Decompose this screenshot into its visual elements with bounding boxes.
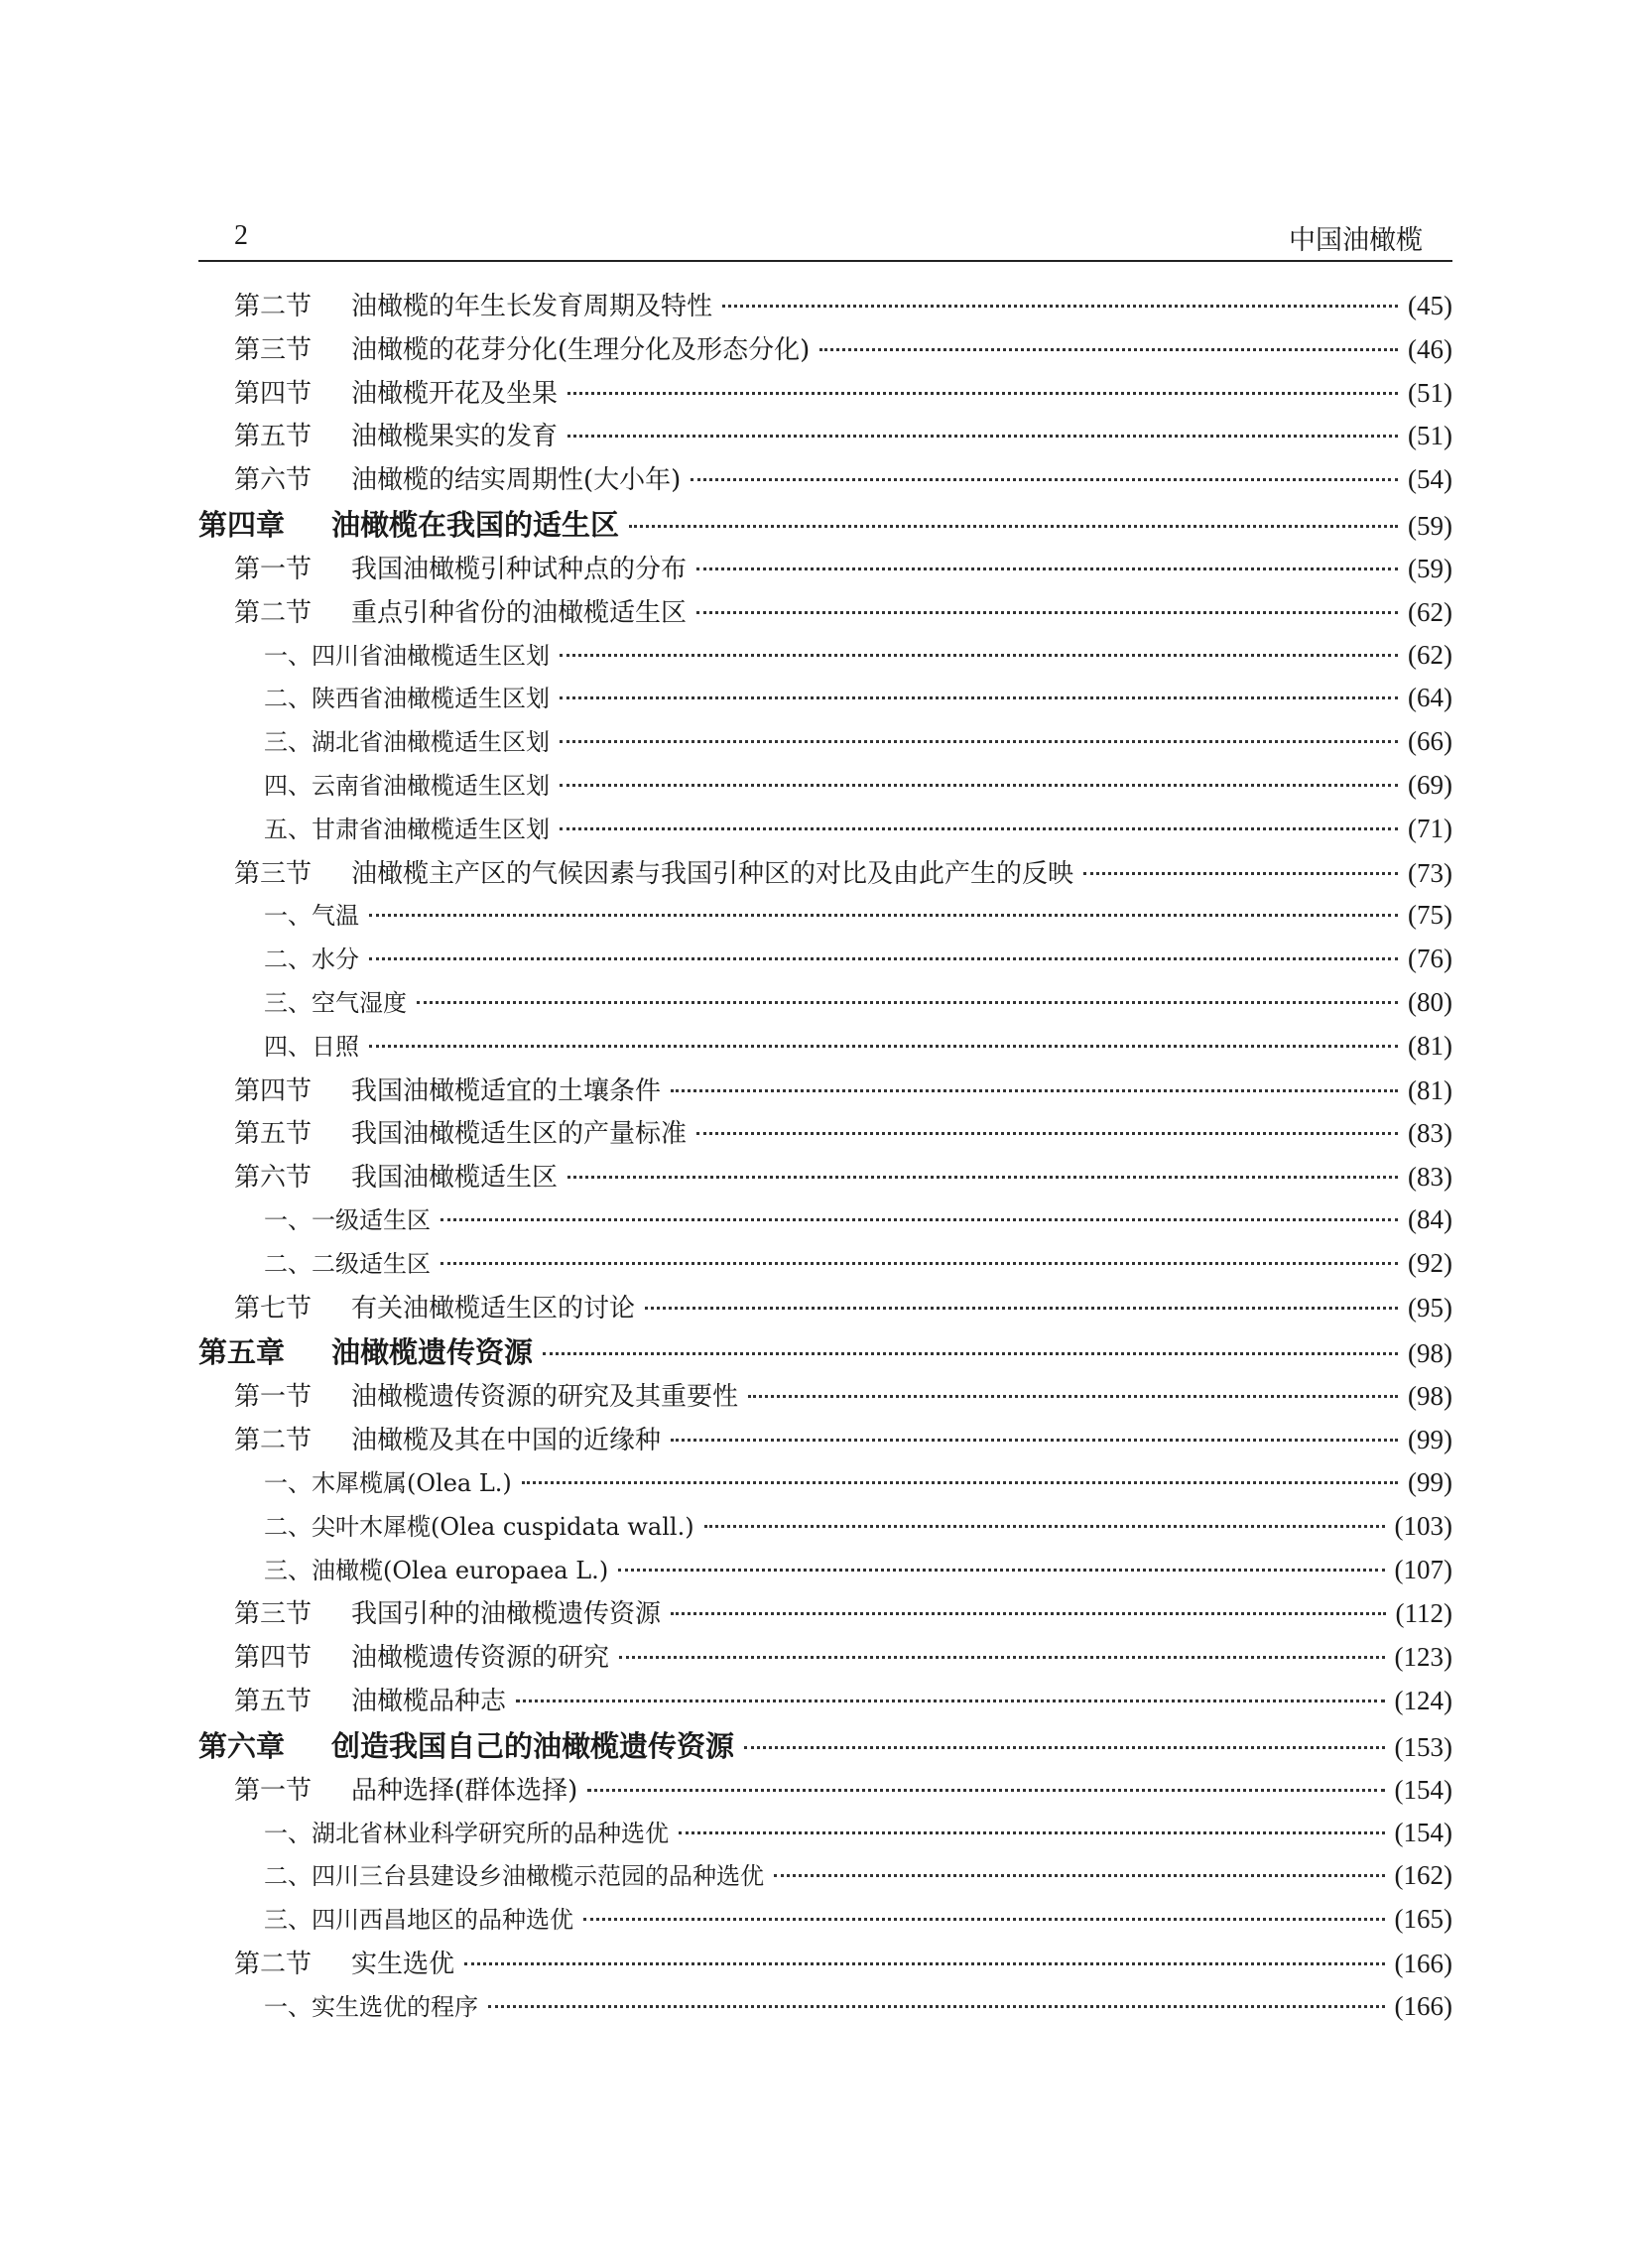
dot-leader bbox=[567, 1176, 1398, 1179]
dot-leader bbox=[1083, 872, 1398, 875]
entry-title: 我国油橄榄适宜的土壤条件 bbox=[351, 1075, 662, 1106]
entry-title: 品种选择(群体选择) bbox=[351, 1775, 578, 1806]
dot-leader bbox=[369, 914, 1398, 917]
entry-title: 油橄榄及其在中国的近缘种 bbox=[351, 1426, 662, 1456]
dot-leader bbox=[522, 1481, 1398, 1484]
section-label: 第二节 bbox=[234, 1426, 313, 1456]
page-reference: (154) bbox=[1394, 1817, 1452, 1847]
toc-entry-section bbox=[198, 1288, 1452, 1331]
page-reference: (162) bbox=[1394, 1860, 1452, 1891]
toc-entry-section bbox=[198, 1376, 1452, 1420]
chapter-label: 第四章 bbox=[198, 507, 286, 542]
toc-entry-section bbox=[198, 1681, 1452, 1724]
section-label: 第四节 bbox=[234, 1075, 313, 1106]
page-number: 2 bbox=[234, 220, 248, 251]
section-label: 第五节 bbox=[234, 1686, 313, 1716]
toc-entry-sub bbox=[198, 1027, 1452, 1071]
dot-leader bbox=[696, 611, 1398, 614]
section-label: 第三节 bbox=[234, 334, 313, 365]
toc-entry-section bbox=[198, 1770, 1452, 1814]
toc-entry-section bbox=[198, 286, 1452, 329]
page-reference: (80) bbox=[1408, 986, 1452, 1017]
toc-entry-section bbox=[198, 853, 1452, 897]
entry-title: 三、四川西昌地区的品种选优 bbox=[264, 1906, 573, 1935]
toc-entry-sub bbox=[198, 896, 1452, 940]
dot-leader bbox=[619, 1656, 1385, 1659]
dot-leader bbox=[618, 1569, 1384, 1572]
dot-leader bbox=[567, 435, 1398, 438]
page-reference: (153) bbox=[1394, 1731, 1452, 1762]
entry-title: 油橄榄开花及坐果 bbox=[351, 378, 559, 409]
page-reference: (123) bbox=[1394, 1642, 1452, 1673]
toc-entry-sub bbox=[198, 1463, 1452, 1507]
entry-title: 一、四川省油橄榄适生区划 bbox=[264, 641, 550, 670]
entry-title: 三、油橄榄(Olea europaea L.) bbox=[264, 1556, 609, 1584]
toc-entry-chapter bbox=[198, 503, 1452, 549]
entry-title: 油橄榄品种志 bbox=[351, 1686, 507, 1716]
page-reference: (103) bbox=[1394, 1510, 1452, 1541]
dot-leader bbox=[417, 1001, 1398, 1004]
book-title: 中国油橄榄 bbox=[1289, 225, 1423, 256]
toc-entry-sub bbox=[198, 1856, 1452, 1900]
dot-leader bbox=[679, 1831, 1385, 1834]
entry-title: 四、云南省油橄榄适生区划 bbox=[264, 771, 550, 800]
dot-leader bbox=[696, 1132, 1398, 1135]
page-reference: (99) bbox=[1408, 1425, 1452, 1455]
page-reference: (59) bbox=[1408, 510, 1452, 541]
entry-title: 油橄榄遗传资源的研究及其重要性 bbox=[351, 1382, 739, 1413]
page-header bbox=[198, 212, 1452, 262]
dot-leader bbox=[645, 1307, 1398, 1310]
entry-title: 我国油橄榄适生区的产量标准 bbox=[351, 1119, 688, 1150]
dot-leader bbox=[671, 1612, 1386, 1615]
toc-entry-chapter bbox=[198, 1330, 1452, 1376]
dot-leader bbox=[440, 1218, 1398, 1221]
page-reference: (62) bbox=[1408, 639, 1452, 670]
page-reference: (76) bbox=[1408, 944, 1452, 974]
page-reference: (54) bbox=[1408, 464, 1452, 495]
section-label: 第二节 bbox=[234, 292, 313, 321]
dot-leader bbox=[516, 1700, 1385, 1702]
entry-title: 有关油橄榄适生区的讨论 bbox=[351, 1293, 636, 1323]
section-label: 第五节 bbox=[234, 1119, 313, 1150]
entry-title: 油橄榄在我国的适生区 bbox=[331, 507, 620, 542]
dot-leader bbox=[543, 1352, 1398, 1355]
section-label: 第六节 bbox=[234, 465, 313, 496]
toc-entry-sub bbox=[198, 1551, 1452, 1594]
toc-entry-chapter bbox=[198, 1724, 1452, 1770]
section-label: 第二节 bbox=[234, 597, 313, 628]
page-reference: (51) bbox=[1408, 377, 1452, 408]
toc-entry-section bbox=[198, 1944, 1452, 1987]
dot-leader bbox=[744, 1746, 1385, 1749]
toc-entry-sub bbox=[198, 722, 1452, 766]
section-label: 第五节 bbox=[234, 422, 313, 452]
page-reference: (107) bbox=[1394, 1554, 1452, 1584]
toc-entry-section bbox=[198, 329, 1452, 373]
dot-leader bbox=[464, 1962, 1385, 1965]
page-reference: (83) bbox=[1408, 1118, 1452, 1149]
dot-leader bbox=[488, 2005, 1385, 2008]
dot-leader bbox=[583, 1918, 1385, 1921]
toc-entry-section bbox=[198, 1113, 1452, 1157]
entry-title: 油橄榄的年生长发育周期及特性 bbox=[351, 292, 713, 321]
toc-entry-section bbox=[198, 1637, 1452, 1681]
toc-entry-sub bbox=[198, 679, 1452, 722]
page-reference: (165) bbox=[1394, 1904, 1452, 1935]
toc-entry-section bbox=[198, 373, 1452, 417]
entry-title: 五、甘肃省油橄榄适生区划 bbox=[264, 815, 550, 843]
toc-entry-section bbox=[198, 549, 1452, 592]
section-label: 第二节 bbox=[234, 1949, 313, 1979]
page-reference: (71) bbox=[1408, 813, 1452, 843]
section-label: 第一节 bbox=[234, 554, 313, 584]
entry-title: 二、二级适生区 bbox=[264, 1249, 431, 1278]
toc-entry-sub bbox=[198, 983, 1452, 1027]
entry-title: 一、气温 bbox=[264, 902, 359, 931]
entry-title: 我国引种的油橄榄遗传资源 bbox=[351, 1599, 662, 1630]
entry-title: 一、一级适生区 bbox=[264, 1205, 431, 1234]
page-reference: (81) bbox=[1408, 1030, 1452, 1061]
toc-entry-section bbox=[198, 592, 1452, 636]
page-reference: (124) bbox=[1394, 1685, 1452, 1715]
page-reference: (73) bbox=[1408, 857, 1452, 888]
dot-leader bbox=[560, 654, 1398, 657]
entry-title: 二、陕西省油橄榄适生区划 bbox=[264, 685, 550, 713]
page-reference: (66) bbox=[1408, 726, 1452, 757]
toc-entry-section bbox=[198, 1420, 1452, 1463]
entry-title: 油橄榄的结实周期性(大小年) bbox=[351, 465, 682, 496]
entry-title: 二、水分 bbox=[264, 945, 359, 974]
entry-title: 我国油橄榄引种试种点的分布 bbox=[351, 554, 688, 584]
entry-title: 实生选优 bbox=[351, 1949, 455, 1979]
entry-title: 四、日照 bbox=[264, 1032, 359, 1061]
section-label: 第七节 bbox=[234, 1293, 313, 1323]
entry-title: 油橄榄遗传资源 bbox=[331, 1335, 534, 1370]
toc-entry-section bbox=[198, 416, 1452, 459]
entry-title: 一、实生选优的程序 bbox=[264, 1992, 478, 2021]
page-reference: (51) bbox=[1408, 421, 1452, 451]
toc-entry-section bbox=[198, 1593, 1452, 1637]
dot-leader bbox=[748, 1395, 1398, 1398]
dot-leader bbox=[440, 1262, 1398, 1265]
section-label: 第一节 bbox=[234, 1382, 313, 1413]
page-reference: (99) bbox=[1408, 1466, 1452, 1497]
entry-title: 一、湖北省林业科学研究所的品种选优 bbox=[264, 1819, 669, 1847]
section-label: 第一节 bbox=[234, 1775, 313, 1806]
page-reference: (166) bbox=[1394, 1948, 1452, 1978]
entry-title: 二、尖叶木犀榄(Olea cuspidata wall.) bbox=[264, 1512, 694, 1541]
dot-leader bbox=[560, 740, 1398, 743]
entry-title: 一、木犀榄属(Olea L.) bbox=[264, 1468, 512, 1497]
dot-leader bbox=[587, 1789, 1384, 1792]
dot-leader bbox=[560, 784, 1398, 787]
table-of-contents bbox=[198, 286, 1452, 2030]
dot-leader bbox=[722, 305, 1398, 308]
toc-entry-sub bbox=[198, 1244, 1452, 1288]
dot-leader bbox=[704, 1525, 1385, 1528]
page-reference: (84) bbox=[1408, 1203, 1452, 1234]
chapter-label: 第六章 bbox=[198, 1728, 286, 1763]
toc-entry-sub bbox=[198, 810, 1452, 853]
page-reference: (62) bbox=[1408, 596, 1452, 627]
entry-title: 油橄榄遗传资源的研究 bbox=[351, 1643, 610, 1674]
toc-entry-section bbox=[198, 459, 1452, 503]
dot-leader bbox=[696, 567, 1398, 570]
page-reference: (75) bbox=[1408, 900, 1452, 931]
dot-leader bbox=[691, 478, 1398, 481]
chapter-label: 第五章 bbox=[198, 1335, 286, 1370]
toc-entry-sub bbox=[198, 1814, 1452, 1857]
page-reference: (45) bbox=[1408, 291, 1452, 320]
entry-title: 油橄榄的花芽分化(生理分化及形态分化) bbox=[351, 334, 811, 365]
toc-entry-sub bbox=[198, 1200, 1452, 1244]
page-reference: (64) bbox=[1408, 683, 1452, 713]
page-reference: (69) bbox=[1408, 769, 1452, 800]
section-label: 第四节 bbox=[234, 1643, 313, 1674]
entry-title: 重点引种省份的油橄榄适生区 bbox=[351, 597, 688, 628]
entry-title: 三、湖北省油橄榄适生区划 bbox=[264, 728, 550, 757]
toc-entry-sub bbox=[198, 636, 1452, 680]
toc-entry-sub bbox=[198, 940, 1452, 983]
page-reference: (112) bbox=[1395, 1598, 1452, 1629]
section-label: 第三节 bbox=[234, 1599, 313, 1630]
dot-leader bbox=[369, 957, 1398, 960]
page-reference: (81) bbox=[1408, 1074, 1452, 1105]
dot-leader bbox=[629, 525, 1398, 528]
dot-leader bbox=[369, 1045, 1398, 1048]
entry-title: 油橄榄果实的发育 bbox=[351, 422, 559, 452]
page-reference: (83) bbox=[1408, 1162, 1452, 1193]
dot-leader bbox=[560, 696, 1398, 699]
page-reference: (98) bbox=[1408, 1381, 1452, 1412]
page-reference: (154) bbox=[1394, 1774, 1452, 1805]
toc-entry-section bbox=[198, 1071, 1452, 1114]
toc-entry-sub bbox=[198, 766, 1452, 810]
dot-leader bbox=[671, 1439, 1398, 1442]
toc-entry-sub bbox=[198, 1507, 1452, 1551]
entry-title: 三、空气湿度 bbox=[264, 988, 407, 1017]
section-label: 第四节 bbox=[234, 378, 313, 409]
dot-leader bbox=[819, 348, 1398, 351]
toc-entry-section bbox=[198, 1157, 1452, 1200]
entry-title: 创造我国自己的油橄榄遗传资源 bbox=[331, 1728, 735, 1763]
dot-leader bbox=[560, 827, 1398, 830]
entry-title: 油橄榄主产区的气候因素与我国引种区的对比及由此产生的反映 bbox=[351, 858, 1074, 889]
page-reference: (95) bbox=[1408, 1292, 1452, 1323]
page-reference: (92) bbox=[1408, 1247, 1452, 1278]
entry-title: 我国油橄榄适生区 bbox=[351, 1163, 559, 1194]
page-reference: (46) bbox=[1408, 333, 1452, 364]
entry-title: 二、四川三台县建设乡油橄榄示范园的品种选优 bbox=[264, 1862, 764, 1891]
page-reference: (166) bbox=[1394, 1990, 1452, 2021]
dot-leader bbox=[774, 1874, 1385, 1877]
section-label: 第六节 bbox=[234, 1163, 313, 1194]
page-reference: (59) bbox=[1408, 553, 1452, 583]
page-reference: (98) bbox=[1408, 1338, 1452, 1369]
dot-leader bbox=[567, 392, 1398, 395]
toc-entry-sub bbox=[198, 1900, 1452, 1944]
toc-entry-sub bbox=[198, 1987, 1452, 2031]
dot-leader bbox=[671, 1089, 1398, 1092]
section-label: 第三节 bbox=[234, 858, 313, 889]
